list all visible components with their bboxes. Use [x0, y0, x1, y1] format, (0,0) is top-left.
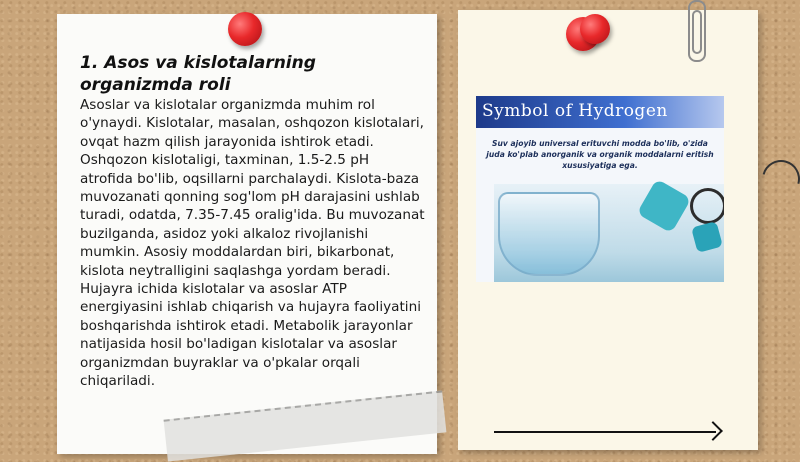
paper-clip-icon — [688, 0, 706, 62]
glass-icon — [498, 192, 600, 276]
water-glass-photo — [494, 184, 724, 282]
note-body: Asoslar va kislotalar organizmda muhim rol o'ynaydi. Kislotalar, masalan, oshqozon kislotalari, ovqat hazm qilish jarayonida ishtirok etadi. Oshqozon kislotaligi, taxminan, 1.5-2.5 pH atrofida bo'lib, oqsillarni parchalaydi. Kislota-baza muvozanati qonning sog'lom pH darajasini ushlab turadi, odatda, 7.35-7.45 oralig'ida. Bu muvozanat buzilganda, asidoz yoki alkaloz rivojlanishi mumkin. Asosiy moddalardan biri, bikarbonat, kislota neytralligini saqlashga yordam beradi. Hujayra ichida kislotalar va asoslar ATP energiyasini ishlab chiqarish va hujayra faoliyatini boshqarishda ishtirok etadi. Metabolik jarayonlar natijasida hosil bo'ladigan kislotalar va asoslar organizmdan buyraklar va o'pkalar orqali chiqariladi. — [80, 97, 425, 390]
dropper-icon — [691, 221, 723, 253]
image-caption: Suv ajoyib universal erituvchi modda bo'lib, o'zida juda ko'plab anorganik va organik moddalarni eritish xususiyatiga ega. — [486, 139, 714, 170]
doodle-curl-icon — [755, 153, 800, 205]
arrow-right-icon — [494, 431, 716, 433]
image-header: Symbol of Hydrogen — [476, 96, 724, 128]
hydrogen-image-card — [476, 96, 724, 282]
dropper-icon — [637, 179, 692, 234]
push-pin-icon — [580, 14, 610, 44]
push-pin-icon — [228, 12, 262, 46]
note-title: 1. Asos va kislotalarning organizmda roli — [80, 53, 316, 95]
molecule-icon — [690, 188, 724, 224]
